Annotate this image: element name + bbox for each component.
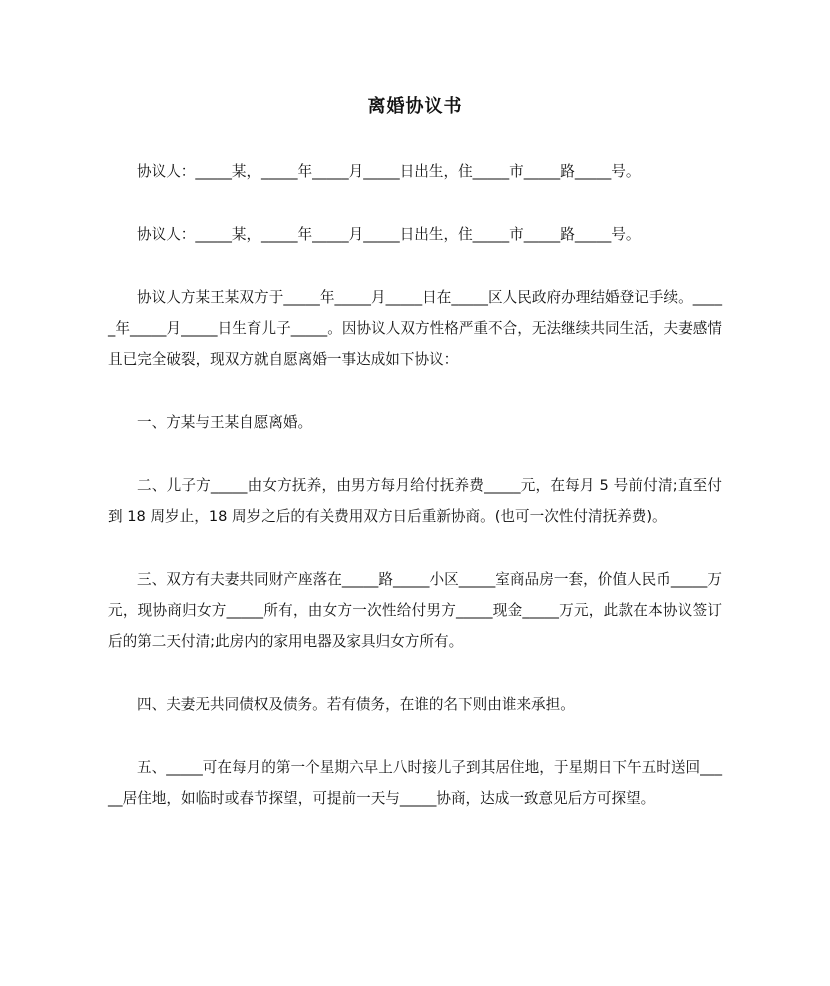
clause-3: 三、双方有夫妻共同财产座落在_____路_____小区_____室商品房一套，价值人民币_____万元，现协商归女方_____所有，由女方一次性给付男方_____现金_____万元，此款在本协议签订后的第二天付清;此房内的家用电器及家具归女方所有。 [108,571,722,650]
clause-2: 二、儿子方_____由女方抚养，由男方每月给付抚养费_____元，在每月 5 号前付清;直至付到 18 周岁止，18 周岁之后的有关费用双方日后重新协商。(也可一次性付清抚养费)。 [108,477,722,525]
clause-5: 五、_____可在每月的第一个星期六早上八时接儿子到其居住地，于星期日下午五时送回_____居住地，如临时或春节探望，可提前一天与_____协商，达成一致意见后方可探望。 [108,759,722,807]
document-body [108,156,722,846]
clause-1: 一、方某与王某自愿离婚。 [137,414,313,431]
party-1-paragraph: 协议人：_____某，_____年_____月_____日出生，住_____市_____路_____号。 [137,163,641,180]
document-title: 离婚协议书 [367,96,463,117]
clause-4: 四、夫妻无共同债权及债务。若有债务，在谁的名下则由谁来承担。 [137,696,575,713]
party-2-paragraph: 协议人：_____某，_____年_____月_____日出生，住_____市_____路_____号。 [137,226,641,243]
preamble-paragraph: 协议人方某王某双方于_____年_____月_____日在_____区人民政府办理结婚登记手续。_____年_____月_____日生育儿子_____。因协议人双方性格严重不合，无法继续共同生活，夫妻感情且已完全破裂，现双方就自愿离婚一事达成如下协议： [108,289,722,368]
